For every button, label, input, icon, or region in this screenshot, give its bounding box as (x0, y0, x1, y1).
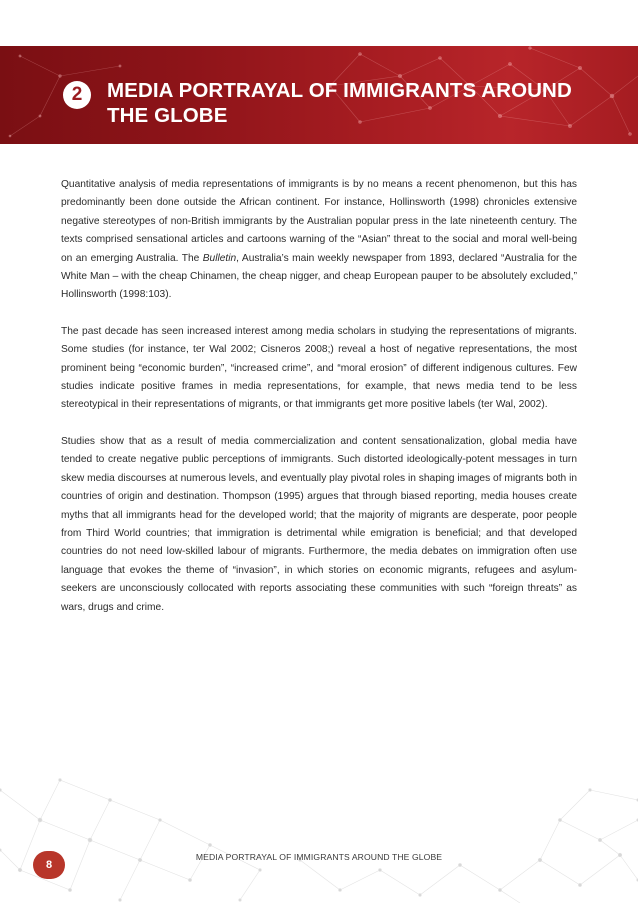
paragraph-2: The past decade has seen increased interest among media scholars in studying the representations of migrants. Some studies (for instance, ter Wal 2002; Cisneros 2008;) reveal a host of negative representations, the most prominent being “economic burden”, “increased crime”, and “moral erosion” of different indigenous cultures. Few studies indicate positive frames in media representations, for example, that news media tend to be less stereotypical in their representations of migrants, or that immigrants get more positive labels (ter Wal, 2002). (61, 325, 577, 411)
footer-running-title: MEDIA PORTRAYAL OF IMMIGRANTS AROUND THE GLOBE (195, 852, 443, 862)
paragraph-1-part-b: , Australia’s main weekly newspaper from 1893, declared “Australia for the White Man – with the cheap Chinamen, the cheap nigger, and cheap European pauper to be absolutely excluded,” Hollinsworth (1998:103). (61, 252, 578, 301)
paragraph-3: Studies show that as a result of media commercialization and content sensationalization, global media have tended to create negative public perceptions of immigrants. Such distorted ideologically-potent messages in turn skew media discourses at numerous levels, and eventually play pivotal roles in shaping images of migrants both in countries of origin and destination. Thompson (1995) argues that through biased reporting, media houses create myths that all immigrants head for the developed world; that the majority of migrants are desperate, poor people from Third World countries; that immigration is detrimental while emigration is beneficial; and that developed countries do not need low-skilled labour of migrants. Furthermore, the media debates on immigration often use language that evokes the theme of “invasion”, in which stories on economic migrants, refugees and asylum-seekers are unconsciously collocated with reports associating these communities with such “foreign threats” as wars, drugs and crime. (61, 435, 577, 613)
paragraph-1-part-a: Quantitative analysis of media representations of immigrants is by no means a recent phenomenon, but this has predominantly been done outside the African continent. For instance, Hollinsworth (1998) chronicles extensive negative stereotypes of non-British immigrants by the Australian popular press in the late nineteenth century. The texts comprised sensational articles and cartoons warning of the “Asian” threat to the social and moral well-being on an emerging Australia. The (61, 179, 577, 264)
page-number-badge: 8 (33, 851, 65, 879)
chapter-title: MEDIA PORTRAYAL OF IMMIGRANTS AROUND THE GLOBE (107, 79, 572, 127)
bulletin-title-italic: Bulletin (202, 252, 237, 264)
body-text (61, 176, 577, 635)
footer-network-graphic (0, 760, 638, 903)
chapter-number-badge: 2 (63, 81, 91, 109)
paragraph-1 (61, 176, 577, 305)
